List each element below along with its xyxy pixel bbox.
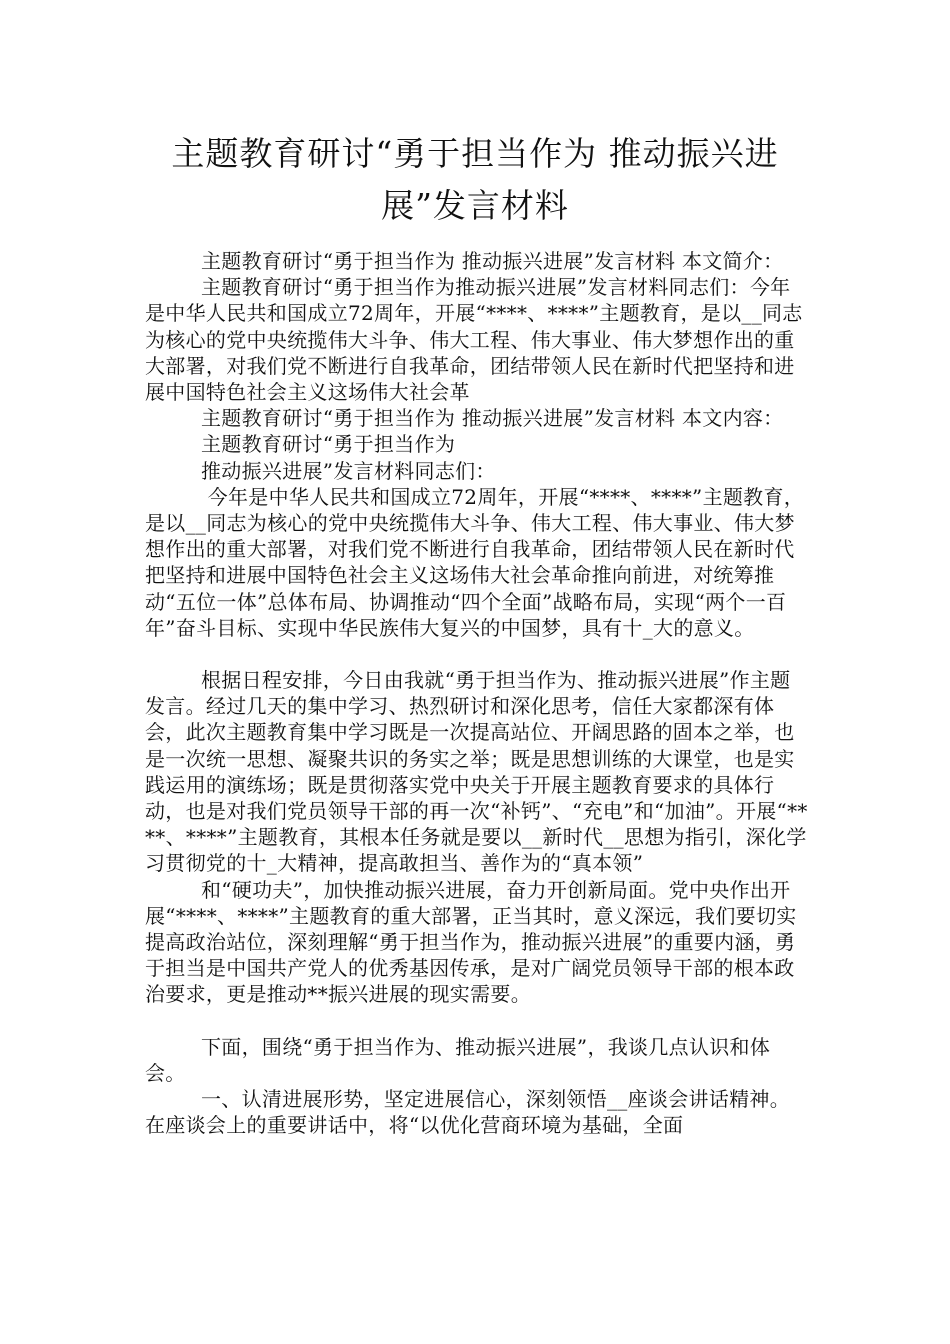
document-title [120, 128, 830, 232]
paragraph-spacer [145, 641, 809, 667]
paragraph-significance: 和“硬功夫”，加快推动振兴进展，奋力开创新局面。党中央作出开展“****、****”主题教育的重大部署，正当其时，意义深远，我们要切实提高政治站位，深刻理解“勇于担当作为，推动振兴进展”的重要内涵，勇于担当是中国共产党人的优秀基因传承，是对广阔党员领导干部的根本政治要求，更是推动**振兴进展的现实需要。 [145, 877, 797, 1007]
title-line-1: 主题教育研讨“勇于担当作为 推动振兴进 [171, 134, 779, 173]
paragraph-subtitle-1: 主题教育研讨“勇于担当作为 [201, 432, 456, 457]
paragraph-transition: 下面，围绕“勇于担当作为、推动振兴进展”，我谈几点认识和体会。 [145, 1034, 771, 1085]
paragraph-spacer [145, 1008, 809, 1034]
paragraph-opening: 今年是中华人民共和国成立72周年，开展“****、****”主题教育，是以__同志为核心的党中央统揽伟大斗争、伟大工程、伟大事业、伟大梦想作出的重大部署，对我们党不断进行自我革命，团结带领人民在新时代把坚持和进展中国特色社会主义这场伟大社会革命推向前进，对统筹推动“五位一体”总体布局、协调推动“四个全面”战略布局，实现“两个一百年”奋斗目标、实现中华民族伟大复兴的中国梦，具有十_大的意义。 [145, 484, 805, 640]
paragraph-intro-heading: 主题教育研讨“勇于担当作为 推动振兴进展”发言材料 本文简介： [201, 249, 784, 273]
document-body [145, 248, 809, 1139]
title-line-2: 展”发言材料 [381, 186, 569, 225]
paragraph-content-heading: 主题教育研讨“勇于担当作为 推动振兴进展”发言材料 本文内容： [201, 406, 784, 431]
paragraph-subtitle-2: 推动振兴进展”发言材料同志们： [201, 458, 496, 483]
paragraph-schedule: 根据日程安排，今日由我就“勇于担当作为、推动振兴进展”作主题发言。经过几天的集中学习、热烈研讨和深化思考，信任大家都深有体会，此次主题教育集中学习既是一次提高站位、开阔思路的固本之举，也是一次统一思想、凝聚共识的务实之举；既是思想训练的大课堂，也是实践运用的演练场；既是贯彻落实党中央关于开展主题教育要求的具体行动，也是对我们党员领导干部的再一次“补钙”、“充电”和“加油”。开展“****、****”主题教育，其根本任务就是要以__新时代__思想为指引，深化学习贯彻党的十_大精神，提高敢担当、善作为的“真本领” [145, 668, 808, 876]
paragraph-section-one: 一、认清进展形势，坚定进展信心，深刻领悟__座谈会讲话精神。在座谈会上的重要讲话中，将“以优化营商环境为基础，全面 [145, 1087, 790, 1138]
paragraph-intro-summary: 主题教育研讨“勇于担当作为推动振兴进展”发言材料同志们：今年是中华人民共和国成立72周年，开展“****、****”主题教育，是以__同志为核心的党中央统揽伟大斗争、伟大工程、伟大事业、伟大梦想作出的重大部署，对我们党不断进行自我革命，团结带领人民在新时代把坚持和进展中国特色社会主义这场伟大社会革 [145, 275, 803, 405]
